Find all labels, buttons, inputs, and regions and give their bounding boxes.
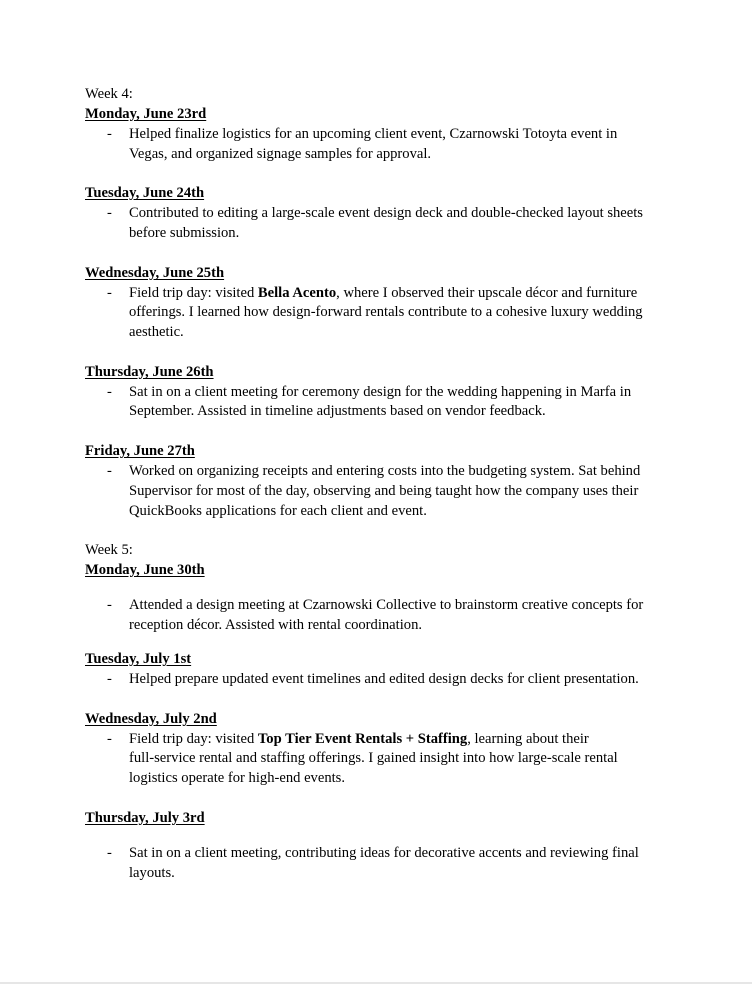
entry-line: Worked on organizing receipts and entering costs into the budgeting system. Sat behind (129, 463, 641, 479)
bullet-dash: - (107, 126, 112, 142)
day-heading-monday-june-30: Monday, June 30th (85, 562, 205, 578)
venue-name: Bella Acento (257, 285, 337, 301)
entry-line: Contributed to editing a large-scale event design deck and double-checked layout sheets (129, 205, 643, 221)
week-5-label: Week 5: (85, 542, 133, 558)
bullet-dash: - (107, 205, 112, 221)
entry-line: Vegas, and organized signage samples for approval. (129, 146, 432, 162)
day-heading-tuesday-july-1: Tuesday, July 1st (85, 651, 192, 667)
entry-text: Field trip day: visited (129, 285, 258, 301)
entry-line: Sat in on a client meeting, contributing ideas for decorative accents and reviewing final (129, 845, 639, 861)
entry-line: aesthetic. (129, 324, 184, 340)
entry-line: before submission. (129, 225, 240, 241)
bullet-dash: - (107, 285, 112, 301)
week-4-label: Week 4: (85, 86, 133, 102)
entry-line (129, 729, 589, 749)
day-heading-thursday-june-26: Thursday, June 26th (85, 364, 214, 380)
entry-line: logistics operate for high-end events. (129, 770, 346, 786)
bullet-dash: - (107, 597, 112, 613)
entry-line: Sat in on a client meeting for ceremony design for the wedding happening in Marfa in (129, 384, 632, 400)
bullet-dash: - (107, 671, 112, 687)
day-heading-wednesday-july-2: Wednesday, July 2nd (85, 711, 217, 727)
day-heading-wednesday-june-25: Wednesday, June 25th (85, 265, 225, 281)
day-heading-thursday-july-3: Thursday, July 3rd (85, 810, 205, 826)
bullet-dash: - (107, 384, 112, 400)
bullet-dash: - (107, 463, 112, 479)
entry-line: Helped finalize logistics for an upcoming client event, Czarnowski Totoyta event in (129, 126, 618, 142)
entry-line: Supervisor for most of the day, observing and being taught how the company uses their (129, 483, 639, 499)
entry-line: layouts. (129, 865, 175, 881)
venue-name: Top Tier Event Rentals + Staffing (257, 731, 468, 747)
entry-text: , learning about their (467, 731, 589, 747)
entry-line: September. Assisted in timeline adjustments based on vendor feedback. (129, 403, 546, 419)
entry-line: full-service rental and staffing offerings. I gained insight into how large-scale rental (129, 750, 618, 766)
bullet-dash: - (107, 731, 112, 747)
entry-line: reception décor. Assisted with rental coordination. (129, 617, 423, 633)
day-heading-tuesday-june-24: Tuesday, June 24th (85, 185, 205, 201)
entry-line: Helped prepare updated event timelines and edited design decks for client presentation. (129, 671, 639, 687)
entry-line: QuickBooks applications for each client and event. (129, 503, 427, 519)
entry-text: , where I observed their upscale décor and furniture (336, 285, 638, 301)
day-heading-friday-june-27: Friday, June 27th (85, 443, 195, 459)
entry-line (129, 283, 637, 303)
entry-line: Attended a design meeting at Czarnowski Collective to brainstorm creative concepts for (129, 597, 644, 613)
day-heading-monday-june-23: Monday, June 23rd (85, 106, 207, 122)
entry-text: Field trip day: visited (129, 731, 258, 747)
entry-line: offerings. I learned how design-forward rentals contribute to a cohesive luxury wedding (129, 304, 643, 320)
bullet-dash: - (107, 845, 112, 861)
